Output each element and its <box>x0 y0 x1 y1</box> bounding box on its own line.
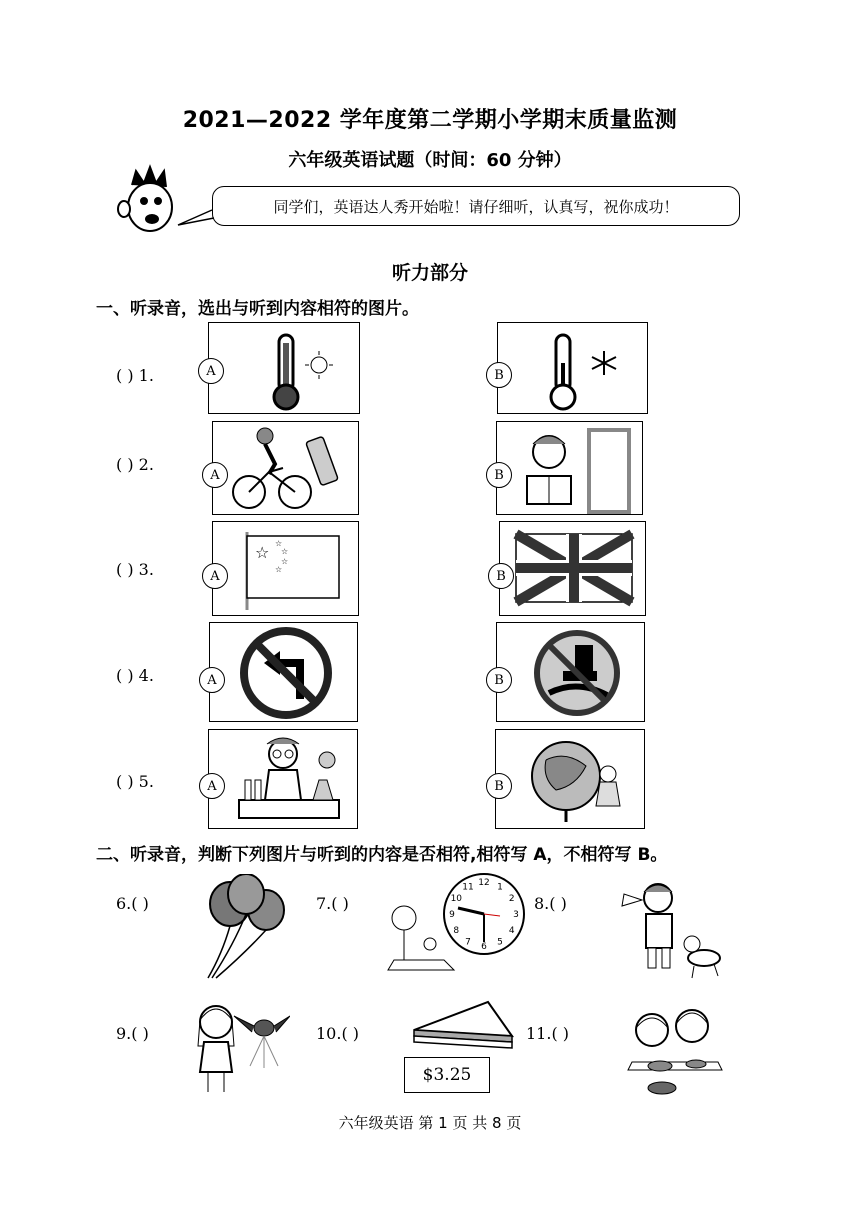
clock-number: 12 <box>478 878 490 888</box>
balloons-icon <box>204 874 294 984</box>
svg-text:☆: ☆ <box>281 557 289 566</box>
svg-text:☆: ☆ <box>275 565 283 574</box>
q5-option-b-box[interactable] <box>495 729 645 829</box>
picnic-clock-icon <box>384 870 544 980</box>
part1-instruction: 一、听录音，选出与听到内容相符的图片。 <box>96 299 419 319</box>
price-tag: $3.25 <box>404 1057 490 1093</box>
uk-flag-icon <box>500 522 645 615</box>
no-left-turn-icon <box>210 623 357 721</box>
no-stepping-grass-icon <box>497 623 644 721</box>
thermometer-hot-icon <box>209 323 359 413</box>
boy-reading-door-icon <box>497 422 642 514</box>
page-subtitle: 六年级英语试题（时间：60 分钟） <box>288 150 572 171</box>
clock-number: 3 <box>513 910 519 920</box>
clock-number: 9 <box>449 910 455 920</box>
q3-option-a-marker: A <box>202 563 228 589</box>
speech-bubble: 同学们，英语达人秀开始啦！请仔细听，认真写，祝你成功！ <box>212 186 740 226</box>
question-4-label: ( ) 4. <box>116 666 154 685</box>
clock-number: 8 <box>453 926 460 936</box>
question-7-label: 7.( ) <box>316 894 349 913</box>
q1-option-b-marker: B <box>486 362 512 388</box>
section-title: 听力部分 <box>391 262 468 284</box>
question-3-label: ( ) 3. <box>116 560 154 579</box>
q4-option-a-box[interactable] <box>209 622 358 722</box>
question-8-label: 8.( ) <box>534 894 567 913</box>
sandwich-icon <box>408 996 518 1056</box>
question-6-label: 6.( ) <box>116 894 149 913</box>
q5-option-a-box[interactable] <box>208 729 358 829</box>
svg-text:☆: ☆ <box>281 547 289 556</box>
q2-option-b-box[interactable] <box>496 421 643 515</box>
q2-option-a-box[interactable] <box>212 421 359 515</box>
clock-number: 5 <box>497 937 503 948</box>
girl-bird-icon <box>190 996 290 1100</box>
question-5-label: ( ) 5. <box>116 772 154 791</box>
clock-number: 7 <box>465 937 471 948</box>
girl-globe-icon <box>496 730 644 828</box>
clock-number: 11 <box>462 882 474 893</box>
clock-number: 10 <box>450 894 463 904</box>
q1-option-b-box[interactable] <box>497 322 648 414</box>
q1-option-a-marker: A <box>198 358 224 384</box>
cyclist-phone-icon <box>213 422 358 514</box>
q2-option-b-marker: B <box>486 462 512 488</box>
q4-option-b-marker: B <box>486 667 512 693</box>
clock-number: 2 <box>508 894 515 904</box>
question-1-label: ( ) 1. <box>116 366 154 385</box>
china-flag-icon <box>213 522 358 615</box>
q2-option-a-marker: A <box>202 462 228 488</box>
question-11-label: 11.( ) <box>526 1024 570 1043</box>
q4-option-a-marker: A <box>199 667 225 693</box>
q5-option-b-marker: B <box>486 773 512 799</box>
q3-option-b-marker: B <box>488 563 514 589</box>
q4-option-b-box[interactable] <box>496 622 645 722</box>
q3-option-b-box[interactable] <box>499 521 646 616</box>
page-footer: 六年级英语 第 1 页 共 8 页 <box>338 1114 522 1132</box>
q5-option-a-marker: A <box>199 773 225 799</box>
thermometer-cold-icon <box>498 323 647 413</box>
svg-text:☆: ☆ <box>255 543 270 562</box>
question-9-label: 9.( ) <box>116 1024 149 1043</box>
q3-option-a-box[interactable] <box>212 521 359 616</box>
scientist-lab-icon <box>209 730 357 828</box>
question-10-label: 10.( ) <box>316 1024 360 1043</box>
question-2-label: ( ) 2. <box>116 455 154 474</box>
clock-number: 1 <box>497 882 503 893</box>
page-title: 2021—2022 学年度第二学期小学期末质量监测 <box>182 108 678 133</box>
boy-trumpet-dog-icon <box>618 878 728 988</box>
girls-eating-icon <box>626 1000 726 1100</box>
q1-option-a-box[interactable] <box>208 322 360 414</box>
clock-number: 4 <box>508 926 515 936</box>
clock-number: 6 <box>481 942 487 952</box>
part2-instruction: 二、听录音，判断下列图片与听到的内容是否相符,相符写 A，不相符写 B。 <box>96 845 668 865</box>
svg-text:☆: ☆ <box>275 539 283 548</box>
